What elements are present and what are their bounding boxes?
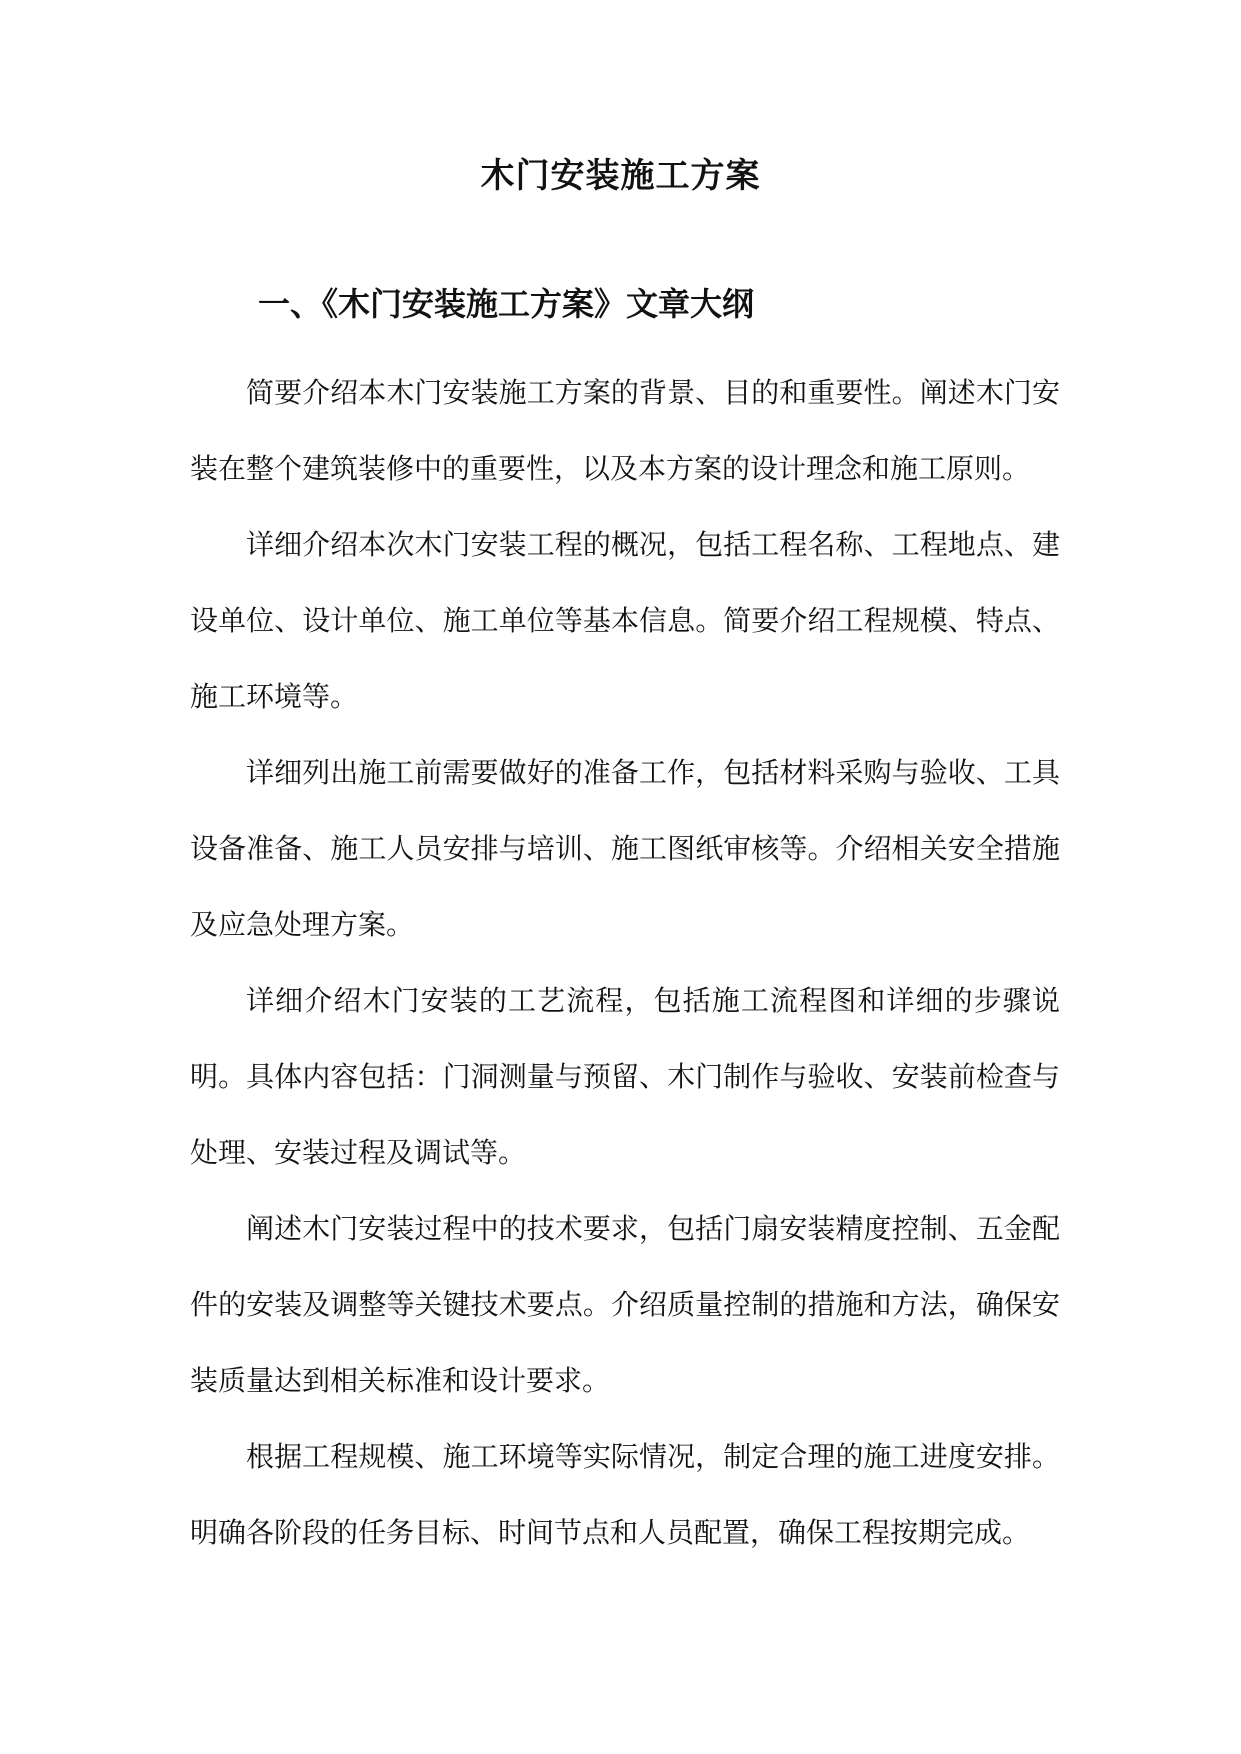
- paragraph-schedule: 根据工程规模、施工环境等实际情况，制定合理的施工进度安排。明确各阶段的任务目标、时间节点和人员配置，确保工程按期完成。: [190, 1440, 1060, 1549]
- document-body: [190, 355, 1060, 1571]
- document-title: 木门安装施工方案: [480, 156, 761, 196]
- paragraph-intro: 简要介绍本木门安装施工方案的背景、目的和重要性。阐述木门安装在整个建筑装修中的重要性，以及本方案的设计理念和施工原则。: [190, 376, 1060, 485]
- paragraph-overview: 详细介绍本次木门安装工程的概况，包括工程名称、工程地点、建设单位、设计单位、施工单位等基本信息。简要介绍工程规模、特点、施工环境等。: [190, 528, 1060, 713]
- paragraph-technical-requirements: 阐述木门安装过程中的技术要求，包括门扇安装精度控制、五金配件的安装及调整等关键技术要点。介绍质量控制的措施和方法，确保安装质量达到相关标准和设计要求。: [190, 1212, 1060, 1397]
- paragraph-process: 详细介绍木门安装的工艺流程，包括施工流程图和详细的步骤说明。具体内容包括：门洞测量与预留、木门制作与验收、安装前检查与处理、安装过程及调试等。: [190, 984, 1060, 1169]
- paragraph-preparation: 详细列出施工前需要做好的准备工作，包括材料采购与验收、工具设备准备、施工人员安排与培训、施工图纸审核等。介绍相关安全措施及应急处理方案。: [190, 756, 1060, 941]
- section-heading: 一、《木门安装施工方案》文章大纲: [258, 285, 755, 323]
